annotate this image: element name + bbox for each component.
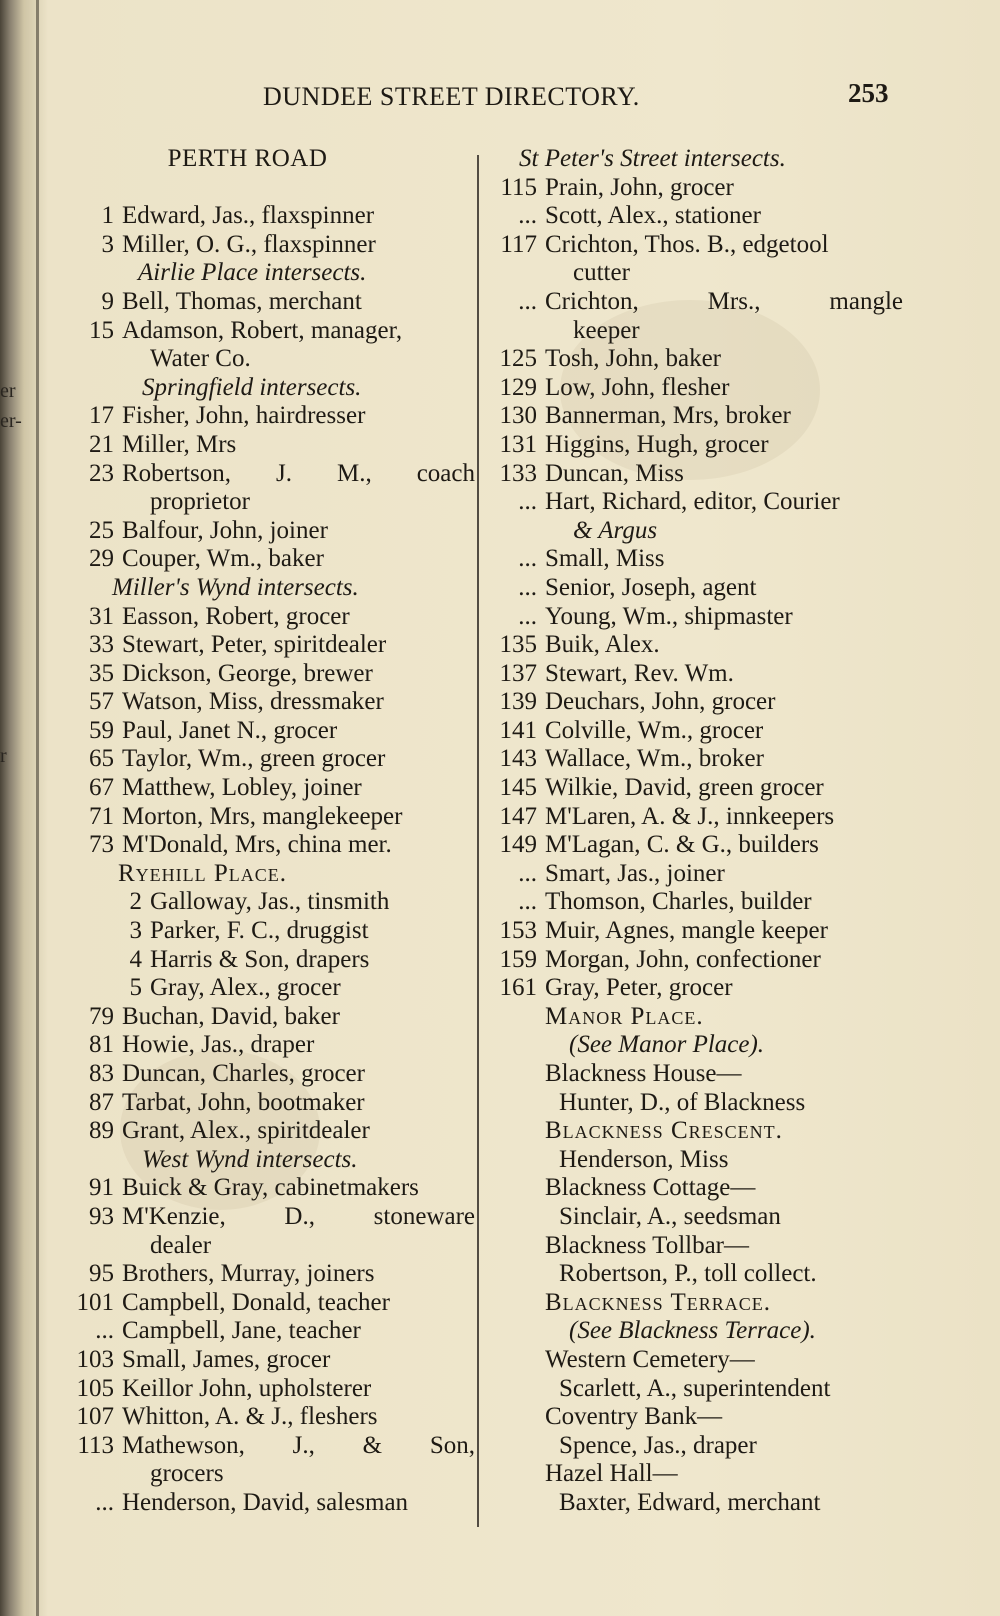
entry-text: Harris & Son, drapers xyxy=(150,945,370,973)
house-number: 147 xyxy=(499,802,537,830)
directory-entry xyxy=(60,660,475,689)
entry-text: Grant, Alex., spiritdealer xyxy=(122,1117,370,1145)
house-number: 81 xyxy=(89,1031,114,1059)
sub-entry xyxy=(60,974,475,1003)
directory-entry xyxy=(60,1317,475,1346)
resident-entry: Robertson, P., toll collect. xyxy=(559,1260,817,1288)
number-spacer xyxy=(483,517,545,546)
entry-text: Keillor John, upholsterer xyxy=(122,1374,372,1402)
entry-text: Low, John, flesher xyxy=(545,373,730,401)
entry-continuation xyxy=(60,345,475,374)
directory-entry xyxy=(60,317,475,346)
house-number: 83 xyxy=(89,1060,114,1087)
house-number: ... xyxy=(518,202,537,230)
named-house: Blackness House— xyxy=(545,1060,742,1087)
entry-continuation xyxy=(483,317,903,346)
margin-mark: er- xyxy=(0,410,22,432)
directory-entry xyxy=(60,1489,475,1518)
entry-continuation xyxy=(60,1460,475,1489)
see-reference: (See Manor Place). xyxy=(569,1031,765,1059)
house-number: ... xyxy=(518,888,537,916)
entry-text: Thomson, Charles, builder xyxy=(545,888,812,916)
named-house: Coventry Bank— xyxy=(545,1403,723,1431)
column-divider xyxy=(477,155,479,1527)
house-number: 25 xyxy=(89,516,114,544)
house-number: 143 xyxy=(499,745,537,773)
house-number: 91 xyxy=(89,1174,114,1202)
directory-entry xyxy=(483,545,903,574)
sub-entry xyxy=(60,946,475,975)
directory-entry xyxy=(60,460,475,489)
entry-text: Fisher, John, hairdresser xyxy=(122,402,366,430)
house-number: 35 xyxy=(89,659,114,687)
house-number: 2 xyxy=(129,888,142,916)
entry-text: Smart, Jas., joiner xyxy=(545,859,725,887)
entry-text: Robertson, J. M., coach xyxy=(122,459,475,487)
resident-entry: Baxter, Edward, merchant xyxy=(559,1488,821,1516)
directory-entry xyxy=(483,374,903,403)
entry-text: Deuchars, John, grocer xyxy=(545,688,776,716)
entry-text: Duncan, Miss xyxy=(545,459,684,487)
entry-text: Higgins, Hugh, grocer xyxy=(545,430,769,458)
directory-entry xyxy=(60,1174,475,1203)
continuation-text: Water Co. xyxy=(150,345,251,373)
directory-entry xyxy=(60,1260,475,1289)
directory-entry xyxy=(60,1117,475,1146)
house-number: 93 xyxy=(89,1202,114,1230)
entry-text: Couper, Wm., baker xyxy=(122,545,324,573)
entry-text: Buick & Gray, cabinetmakers xyxy=(122,1174,419,1202)
street-heading: PERTH ROAD xyxy=(167,145,328,172)
directory-entry xyxy=(60,517,475,546)
house-number: 21 xyxy=(89,430,114,458)
house-number: ... xyxy=(518,602,537,630)
directory-entry xyxy=(60,1375,475,1404)
place-heading: Blackness Terrace. xyxy=(545,1288,772,1316)
directory-entry xyxy=(60,803,475,832)
entry-text: Buchan, David, baker xyxy=(122,1002,340,1030)
entry-text: Adamson, Robert, manager, xyxy=(122,316,403,344)
number-spacer xyxy=(60,1232,122,1261)
number-spacer xyxy=(60,345,122,374)
directory-entry xyxy=(483,231,903,260)
directory-entry xyxy=(60,603,475,632)
house-number: 79 xyxy=(89,1002,114,1030)
house-number: ... xyxy=(518,573,537,601)
resident-entry: Spence, Jas., draper xyxy=(559,1431,757,1459)
entry-text: Campbell, Jane, teacher xyxy=(122,1317,361,1345)
directory-entry xyxy=(60,231,475,260)
entry-text: M'Donald, Mrs, china mer. xyxy=(122,831,392,859)
directory-entry xyxy=(60,1346,475,1375)
directory-entry xyxy=(60,431,475,460)
entry-text: M'Lagan, C. & G., builders xyxy=(545,831,819,859)
entry-text: Galloway, Jas., tinsmith xyxy=(150,888,390,916)
entry-text: Paul, Janet N., grocer xyxy=(122,716,338,744)
directory-entry xyxy=(483,174,903,203)
entry-text: Young, Wm., shipmaster xyxy=(545,602,793,630)
entry-continuation xyxy=(60,488,475,517)
entry-text: Henderson, David, salesman xyxy=(122,1488,409,1516)
entry-continuation xyxy=(483,517,903,546)
directory-entry xyxy=(483,431,903,460)
house-number: 115 xyxy=(500,173,537,201)
directory-entry xyxy=(483,831,903,860)
directory-entry xyxy=(60,1089,475,1118)
entry-text: Dickson, George, brewer xyxy=(122,659,373,687)
continuation-text: & Argus xyxy=(573,516,658,544)
directory-entry xyxy=(483,774,903,803)
directory-entry xyxy=(60,402,475,431)
house-number: 129 xyxy=(499,373,537,401)
intersection-note: Airlie Place intersects. xyxy=(138,259,367,287)
house-number: ... xyxy=(518,859,537,887)
house-number: 57 xyxy=(89,688,114,716)
number-spacer xyxy=(60,488,122,517)
intersection-note: Miller's Wynd intersects. xyxy=(112,573,359,601)
directory-entry xyxy=(483,974,903,1003)
house-number: 29 xyxy=(89,545,114,573)
house-number: 141 xyxy=(499,716,537,744)
directory-entry xyxy=(60,545,475,574)
entry-text: Senior, Joseph, agent xyxy=(545,573,757,601)
house-number: 67 xyxy=(89,774,114,802)
house-number: 89 xyxy=(89,1117,114,1145)
house-number: 87 xyxy=(89,1088,114,1116)
entry-continuation xyxy=(60,1232,475,1261)
directory-entry xyxy=(483,631,903,660)
house-number: ... xyxy=(518,287,537,315)
entry-text: Campbell, Donald, teacher xyxy=(122,1288,390,1316)
directory-entry xyxy=(483,803,903,832)
margin-mark: r xyxy=(0,745,7,767)
sub-entry xyxy=(60,888,475,917)
entry-text: M'Laren, A. & J., innkeepers xyxy=(545,802,835,830)
entry-text: Crichton, Thos. B., edgetool xyxy=(545,230,829,258)
entry-text: Bannerman, Mrs, broker xyxy=(545,402,791,430)
entry-text: Mathewson, J., & Son, xyxy=(122,1431,475,1459)
house-number: 95 xyxy=(89,1260,114,1288)
entry-text: M'Kenzie, D., stoneware xyxy=(122,1202,475,1230)
entry-text: Balfour, John, joiner xyxy=(122,516,328,544)
house-number: 131 xyxy=(499,430,537,458)
house-number: 149 xyxy=(499,831,537,859)
entry-text: Wilkie, David, green grocer xyxy=(545,774,824,802)
directory-entry xyxy=(60,1060,475,1089)
house-number: 71 xyxy=(89,802,114,830)
directory-entry xyxy=(60,1203,475,1232)
named-house: Blackness Tollbar— xyxy=(545,1231,750,1259)
house-number: 159 xyxy=(499,945,537,973)
entry-text: Edward, Jas., flaxspinner xyxy=(122,202,375,230)
house-number: 4 xyxy=(129,945,142,973)
directory-entry xyxy=(483,402,903,431)
number-spacer xyxy=(483,259,545,288)
entry-text: Buik, Alex. xyxy=(545,631,660,659)
entry-text: Watson, Miss, dressmaker xyxy=(122,688,384,716)
entry-text: Morgan, John, confectioner xyxy=(545,945,821,973)
house-number: 3 xyxy=(101,230,114,258)
entry-text: Duncan, Charles, grocer xyxy=(122,1060,365,1087)
house-number: 9 xyxy=(101,287,114,315)
entry-text: Wallace, Wm., broker xyxy=(545,745,764,773)
house-number: 107 xyxy=(76,1403,114,1431)
intersection-note: West Wynd intersects. xyxy=(142,1145,358,1173)
right-column xyxy=(483,145,903,1518)
directory-entry xyxy=(60,1289,475,1318)
see-reference: (See Blackness Terrace). xyxy=(569,1317,816,1345)
house-number: 73 xyxy=(89,831,114,859)
margin-mark: er xyxy=(0,380,16,402)
house-number: 130 xyxy=(499,402,537,430)
house-number: 139 xyxy=(499,688,537,716)
house-number: 137 xyxy=(499,659,537,687)
house-number: 103 xyxy=(76,1345,114,1373)
continuation-text: proprietor xyxy=(150,488,250,516)
entry-text: Bell, Thomas, merchant xyxy=(122,287,362,315)
named-house: Hazel Hall— xyxy=(545,1460,678,1488)
house-number: 5 xyxy=(129,974,142,1002)
house-number: 31 xyxy=(89,602,114,630)
house-number: 105 xyxy=(76,1374,114,1402)
entry-text: Gray, Alex., grocer xyxy=(150,974,341,1002)
continuation-text: grocers xyxy=(150,1460,224,1488)
intersection-note: Springfield intersects. xyxy=(142,373,362,401)
directory-entry xyxy=(60,1003,475,1032)
entry-text: Muir, Agnes, mangle keeper xyxy=(545,917,828,945)
directory-entry xyxy=(483,688,903,717)
left-column xyxy=(60,145,475,1518)
place-heading: Ryehill Place. xyxy=(118,859,288,887)
house-number: 135 xyxy=(499,631,537,659)
directory-entry xyxy=(483,660,903,689)
entry-text: Stewart, Peter, spiritdealer xyxy=(122,631,387,659)
house-number: 59 xyxy=(89,716,114,744)
entry-text: Scott, Alex., stationer xyxy=(545,202,761,230)
directory-entry xyxy=(483,603,903,632)
entry-text: Small, James, grocer xyxy=(122,1345,331,1373)
number-spacer xyxy=(483,317,545,346)
entry-text: Stewart, Rev. Wm. xyxy=(545,659,734,687)
house-number: 33 xyxy=(89,631,114,659)
resident-entry: Scarlett, A., superintendent xyxy=(559,1374,831,1402)
house-number: ... xyxy=(95,1317,114,1345)
house-number: 101 xyxy=(76,1288,114,1316)
house-number: 23 xyxy=(89,459,114,487)
named-house: Blackness Cottage— xyxy=(545,1174,756,1202)
entry-text: Miller, Mrs xyxy=(122,430,237,458)
directory-entry xyxy=(483,745,903,774)
entry-text: Brothers, Murray, joiners xyxy=(122,1260,375,1288)
named-house: Western Cemetery— xyxy=(545,1345,755,1373)
directory-entry xyxy=(483,345,903,374)
house-number: 133 xyxy=(499,459,537,487)
directory-entry xyxy=(483,860,903,889)
directory-entry xyxy=(483,717,903,746)
house-number: 113 xyxy=(77,1431,114,1459)
entry-text: Gray, Peter, grocer xyxy=(545,974,733,1002)
resident-entry: Sinclair, A., seedsman xyxy=(559,1202,781,1230)
intersection-note: St Peter's Street intersects. xyxy=(519,145,786,172)
directory-entry xyxy=(60,631,475,660)
directory-entry xyxy=(60,1432,475,1461)
page-number: 253 xyxy=(848,78,889,108)
entry-text: Whitton, A. & J., fleshers xyxy=(122,1403,378,1431)
house-number: ... xyxy=(518,488,537,516)
directory-entry xyxy=(483,574,903,603)
entry-text: Tosh, John, baker xyxy=(545,345,722,373)
directory-entry xyxy=(483,946,903,975)
house-number: 153 xyxy=(499,917,537,945)
blank-line xyxy=(60,174,475,203)
directory-entry xyxy=(60,1031,475,1060)
entry-text: Howie, Jas., draper xyxy=(122,1031,315,1059)
resident-entry: Hunter, D., of Blackness xyxy=(559,1088,806,1116)
sub-entry xyxy=(60,917,475,946)
directory-entry xyxy=(60,202,475,231)
directory-entry xyxy=(483,460,903,489)
number-spacer xyxy=(60,1460,122,1489)
entry-text: Parker, F. C., druggist xyxy=(150,917,369,945)
house-number: 125 xyxy=(499,345,537,373)
house-number: 145 xyxy=(499,774,537,802)
entry-text: Morton, Mrs, manglekeeper xyxy=(122,802,403,830)
book-gutter xyxy=(36,0,39,1616)
directory-entry xyxy=(483,288,903,317)
entry-text: Matthew, Lobley, joiner xyxy=(122,774,362,802)
house-number: 65 xyxy=(89,745,114,773)
house-number: 117 xyxy=(500,230,537,258)
directory-entry xyxy=(60,774,475,803)
place-heading: Manor Place. xyxy=(545,1002,704,1030)
entry-text: Miller, O. G., flaxspinner xyxy=(122,230,376,258)
directory-entry xyxy=(483,917,903,946)
directory-entry xyxy=(60,288,475,317)
directory-entry xyxy=(483,202,903,231)
entry-text: Taylor, Wm., green grocer xyxy=(122,745,386,773)
house-number: 17 xyxy=(89,402,114,430)
directory-entry xyxy=(60,688,475,717)
place-heading: Blackness Crescent. xyxy=(545,1117,783,1145)
entry-text: Prain, John, grocer xyxy=(545,173,734,201)
house-number: 161 xyxy=(499,974,537,1002)
entry-continuation xyxy=(483,259,903,288)
directory-entry xyxy=(60,1403,475,1432)
continuation-text: cutter xyxy=(573,259,630,287)
continuation-text: dealer xyxy=(150,1231,212,1259)
entry-text: Small, Miss xyxy=(545,545,665,573)
continuation-text: keeper xyxy=(573,316,640,344)
entry-text: Crichton, Mrs., mangle xyxy=(545,287,903,315)
directory-entry xyxy=(483,488,903,517)
entry-text: Hart, Richard, editor, Courier xyxy=(545,488,840,516)
entry-text: Easson, Robert, grocer xyxy=(122,602,350,630)
house-number: 15 xyxy=(89,316,114,344)
running-title: DUNDEE STREET DIRECTORY. xyxy=(263,82,640,111)
directory-entry xyxy=(60,745,475,774)
directory-entry xyxy=(483,888,903,917)
directory-entry xyxy=(60,831,475,860)
entry-text: Colville, Wm., grocer xyxy=(545,716,764,744)
house-number: ... xyxy=(518,545,537,573)
house-number: 1 xyxy=(101,202,114,230)
house-number: 3 xyxy=(129,917,142,945)
directory-entry xyxy=(60,717,475,746)
house-number: ... xyxy=(95,1488,114,1516)
resident-entry: Henderson, Miss xyxy=(559,1145,729,1173)
entry-text: Tarbat, John, bootmaker xyxy=(122,1088,365,1116)
